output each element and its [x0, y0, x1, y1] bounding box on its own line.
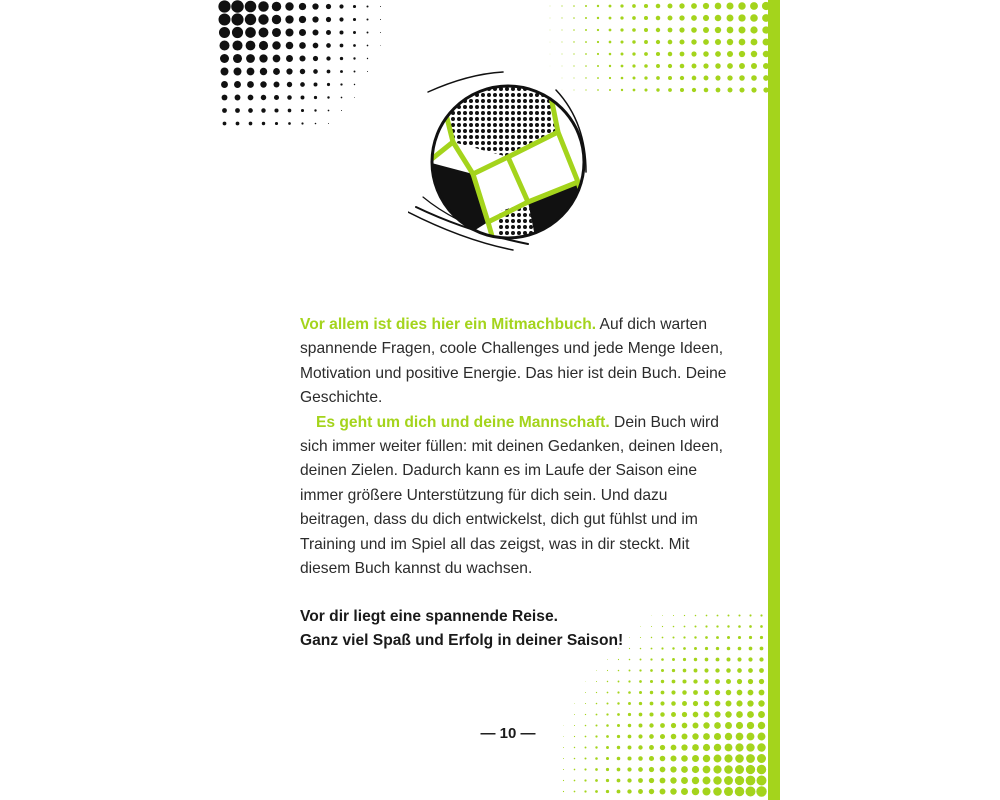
paragraph-1-highlight: Vor allem ist dies hier ein Mitmachbuch. [300, 316, 597, 333]
paragraph-2-text: Dein Buch wird sich immer weiter füllen: mit deinen Gedanken, deinen Ideen, deinen Zielen. Dadurch kann es im Laufe der Saison eine immer größere Unterstützung für dich sein. Und dazu beitragen, dass du dich entwickelst, dich gut fühlst und im Training und im Spiel all das zeigst, was in dir steckt. Mit diesem Buch kannst du wachsen. [300, 413, 723, 578]
paragraph-1-text: Auf dich warten spannende Fragen, coole Challenges und jede Menge Ideen, Motivation und positive Energie. Das hier ist dein Buch. Deine Geschichte. [300, 316, 727, 407]
accent-edge-bar [768, 0, 780, 800]
book-page [218, 0, 780, 800]
body-text [300, 313, 730, 581]
closing-line-1: Vor dir liegt eine spannende Reise. [300, 608, 558, 625]
soccer-ball-icon [408, 62, 608, 262]
halftone-dots-top-left [218, 0, 388, 135]
paragraph-1 [300, 313, 730, 411]
closing-line-2: Ganz viel Spaß und Erfolg in deiner Saison! [300, 632, 624, 649]
paragraph-2 [300, 411, 730, 582]
page-number: — 10 — [480, 725, 536, 742]
paragraph-2-highlight: Es geht um dich und deine Mannschaft. [316, 413, 610, 431]
closing-text [300, 605, 730, 653]
